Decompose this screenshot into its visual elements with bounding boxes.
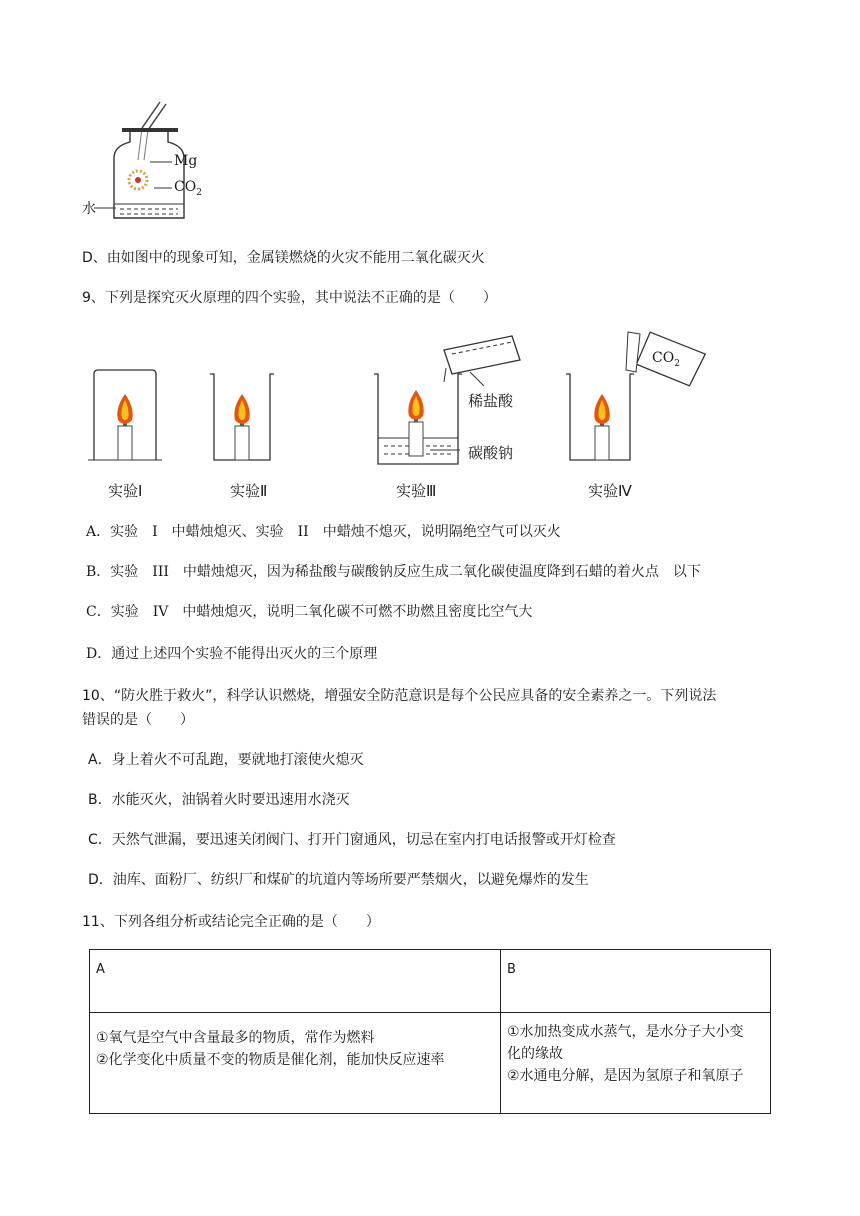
co2-cylinder-label <box>652 350 680 369</box>
exp4-label: 实验Ⅳ <box>588 482 632 500</box>
q10-option-d: D．油库、面粉厂、纺织厂和煤矿的坑道内等场所要严禁烟火，以避免爆炸的发生 <box>88 872 589 888</box>
co2-cylinder-subscript: 2 <box>674 358 680 369</box>
q10-option-a: A．身上着火不可乱跑，要就地打滚使火熄灭 <box>88 752 364 768</box>
exp2-label: 实验Ⅱ <box>230 482 268 500</box>
q10-option-c: C．天然气泄漏，要迅速关闭阀门、打开门窗通风，切忌在室内打电话报警或开灯检查 <box>88 832 616 848</box>
hcl-label: 稀盐酸 <box>468 392 514 410</box>
mg-co2-figure <box>80 100 220 230</box>
q9-option-b: B．实验 III 中蜡烛熄灭，因为稀盐酸与碳酸钠反应生成二氧化碳使温度降到石蜡的着火点 以下 <box>86 564 701 580</box>
exp3-label: 实验Ⅲ <box>396 482 437 500</box>
q9-stem: 9、下列是探究灭火原理的四个实验，其中说法不正确的是（ ） <box>82 290 497 306</box>
co2-label <box>174 179 202 198</box>
q11-stem: 11、下列各组分析或结论完全正确的是（ ） <box>82 914 380 930</box>
co2-subscript: 2 <box>196 187 202 198</box>
q9-option-d: D．通过上述四个实验不能得出灭火的三个原理 <box>86 646 378 662</box>
co2-text: CO <box>174 179 197 195</box>
candle-experiments-figure <box>80 330 720 510</box>
table-cell-a <box>90 1013 501 1114</box>
q8-option-d: D、由如图中的现象可知，金属镁燃烧的火灾不能用二氧化碳灭火 <box>82 250 485 266</box>
table-header-a: A <box>90 950 501 1013</box>
table-row <box>90 1013 771 1114</box>
mg-label: Mg <box>174 153 198 169</box>
co2-cylinder-text: CO <box>652 350 675 366</box>
cell-a-line1: ①氧气是空气中含量最多的物质，常作为燃料 <box>96 1030 375 1046</box>
table-header-b: B <box>501 950 771 1013</box>
water-label: 水 <box>82 201 96 217</box>
q9-option-a: A．实验 I 中蜡烛熄灭、实验 II 中蜡烛不熄灭，说明隔绝空气可以灭火 <box>86 524 561 540</box>
exp1-label: 实验Ⅰ <box>108 482 143 500</box>
table-header-row <box>90 950 771 1013</box>
na2co3-label: 碳酸钠 <box>468 444 514 462</box>
table-cell-b <box>501 1013 771 1114</box>
q10-option-b: B．水能灭火，油锅着火时要迅速用水浇灭 <box>88 792 350 808</box>
cell-a-line2: ②化学变化中质量不变的物质是催化剂，能加快反应速率 <box>96 1052 445 1068</box>
q9-option-c: C．实验 IV 中蜡烛熄灭，说明二氧化碳不可燃不助燃且密度比空气大 <box>86 604 533 620</box>
q10-stem-line2: 错误的是（ ） <box>82 712 194 728</box>
q10-stem-line1: 10、“防火胜于救火”，科学认识燃烧，增强安全防范意识是每个公民应具备的安全素养之一。下列说法 <box>82 688 717 704</box>
mg-co2-drawing <box>80 100 220 230</box>
cell-b-line3: ②水通电分解，是因为氢原子和氧原子 <box>507 1068 744 1084</box>
q11-table <box>89 949 771 1114</box>
cell-b-line1: ①水加热变成水蒸气，是水分子大小变 <box>507 1024 744 1040</box>
cell-b-line2: 化的缘故 <box>507 1046 563 1062</box>
